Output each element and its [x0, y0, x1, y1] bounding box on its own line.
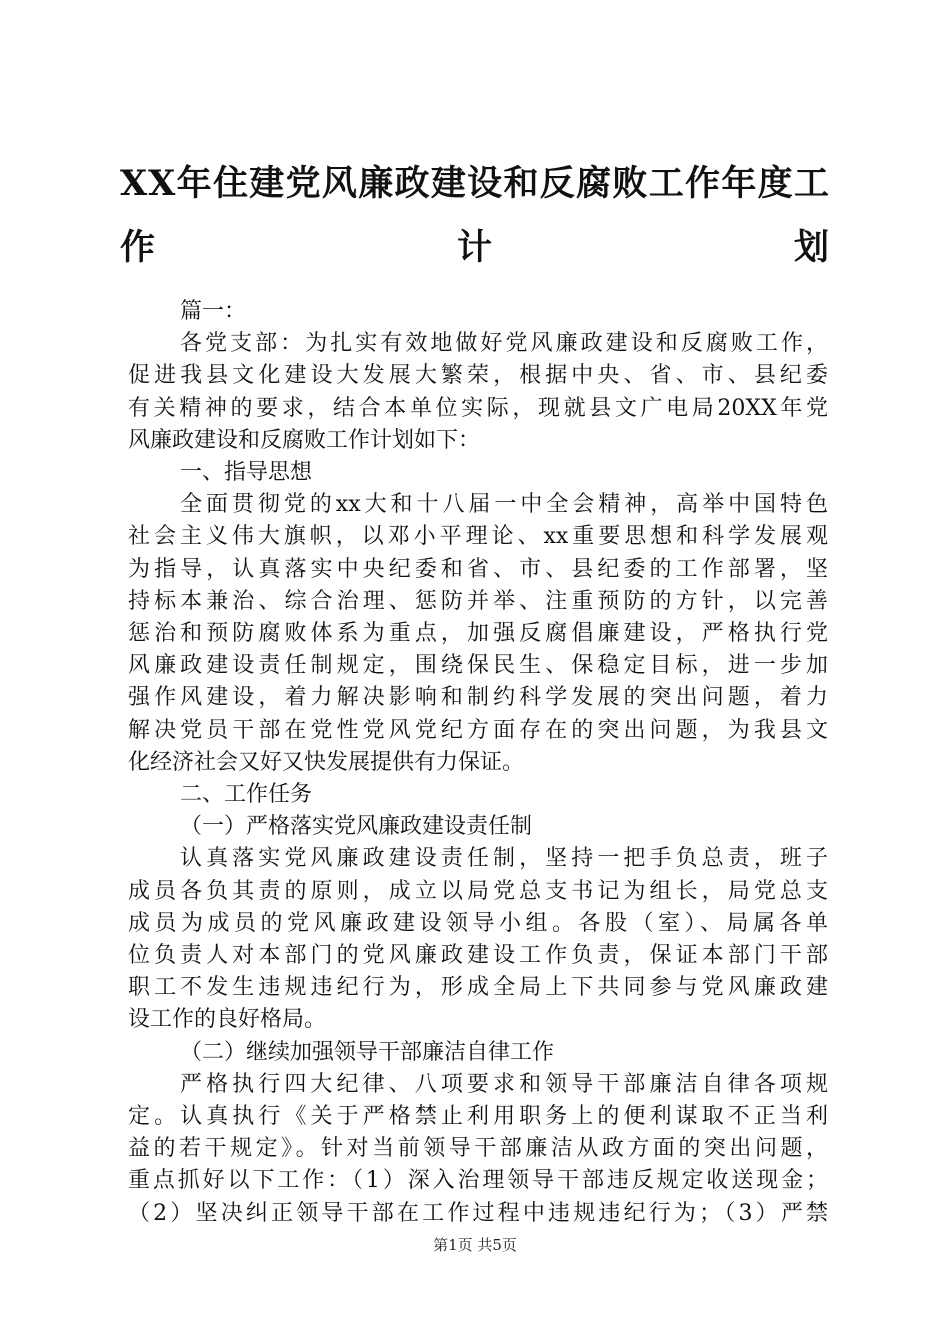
paragraph-line: 成员各负其责的原则，成立以局党总支书记为组长，局党总支	[128, 878, 828, 904]
paragraph-line: 风廉政建设责任制规定，围绕保民生、保稳定目标，进一步加	[128, 653, 828, 679]
subsection-heading: （一）严格落实党风廉政建设责任制	[180, 814, 533, 840]
paragraph-line: 促进我县文化建设大发展大繁荣，根据中央、省、市、县纪委	[128, 363, 828, 389]
paragraph-line: 定。认真执行《关于严格禁止利用职务上的便利谋取不正当利	[128, 1104, 828, 1130]
paragraph-line: 强作风建设，着力解决影响和制约科学发展的突出问题，着力	[128, 685, 828, 711]
title-line-1: XX年住建党风廉政建设和反腐败工作年度工	[120, 163, 830, 204]
paragraph-line: 成员为成员的党风廉政建设领导小组。各股（室）、局属各单	[128, 910, 828, 936]
paragraph-line: 严格执行四大纪律、八项要求和领导干部廉洁自律各项规	[180, 1071, 828, 1097]
paragraph-line: 全面贯彻党的xx大和十八届一中全会精神，高举中国特色	[180, 492, 828, 518]
page-footer: 第1页 共5页	[433, 1236, 517, 1254]
document-title	[120, 152, 830, 280]
paragraph-line: 惩治和预防腐败体系为重点，加强反腐倡廉建设，严格执行党	[128, 621, 828, 647]
section-heading: 一、指导思想	[180, 460, 313, 486]
paragraph-line: 各党支部：为扎实有效地做好党风廉政建设和反腐败工作，	[180, 331, 828, 357]
paragraph-line: 风廉政建设和反腐败工作计划如下：	[128, 427, 481, 453]
paragraph-line: 化经济社会又好又快发展提供有力保证。	[128, 749, 525, 775]
document-body	[128, 296, 828, 1230]
title-line-2: 作计划	[120, 227, 830, 268]
paragraph-line: 重点抓好以下工作：（1）深入治理领导干部违反规定收送现金；	[128, 1168, 828, 1194]
paragraph-line: 位负责人对本部门的党风廉政建设工作负责，保证本部门干部	[128, 943, 828, 969]
paragraph-line: 益的若干规定》。针对当前领导干部廉洁从政方面的突出问题，	[128, 1136, 828, 1162]
paragraph-line: 设工作的良好格局。	[128, 1007, 327, 1033]
paragraph-line: （2）坚决纠正领导干部在工作过程中违规违纪行为；（3）严禁	[128, 1200, 828, 1226]
paragraph-line: 社会主义伟大旗帜，以邓小平理论、xx重要思想和科学发展观	[128, 524, 828, 550]
paragraph-line: 为指导，认真落实中央纪委和省、市、县纪委的工作部署，坚	[128, 556, 828, 582]
section-heading: 二、工作任务	[180, 782, 313, 808]
paragraph-line: 职工不发生违规违纪行为，形成全局上下共同参与党风廉政建	[128, 975, 828, 1001]
paragraph-line: 认真落实党风廉政建设责任制，坚持一把手负总责，班子	[180, 846, 828, 872]
subsection-heading: （二）继续加强领导干部廉洁自律工作	[180, 1039, 555, 1065]
section-label: 篇一：	[180, 299, 247, 324]
paragraph-line: 解决党员干部在党性党风党纪方面存在的突出问题，为我县文	[128, 717, 828, 743]
paragraph-line: 有关精神的要求，结合本单位实际，现就县文广电局20XX年党	[128, 395, 828, 421]
paragraph-line: 持标本兼治、综合治理、惩防并举、注重预防的方针，以完善	[128, 588, 828, 614]
